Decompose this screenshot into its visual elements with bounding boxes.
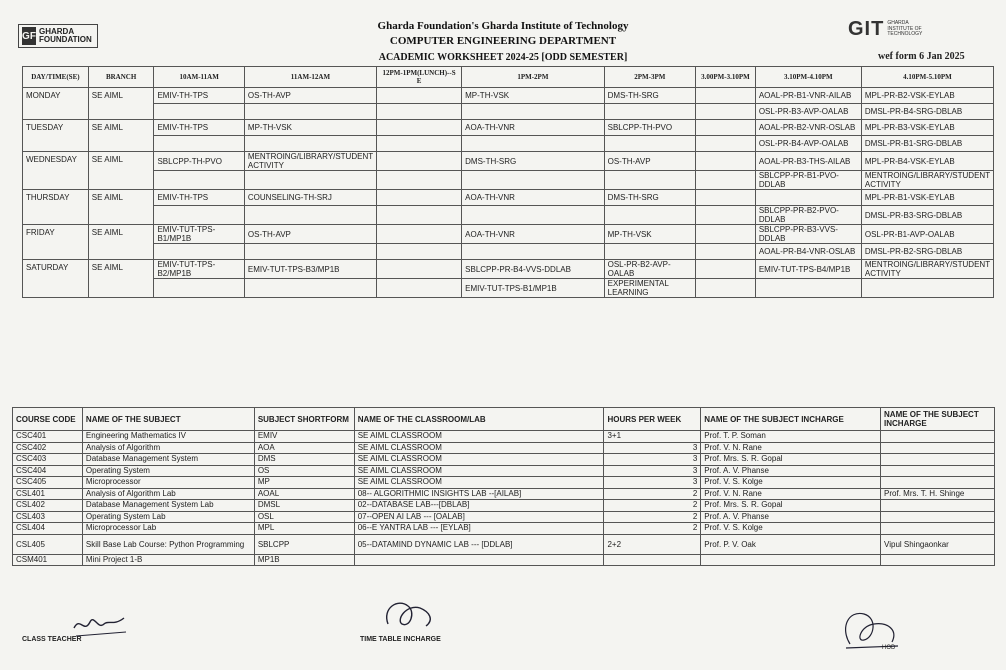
timetable-cell: SBLCPP-PR-B2-PVO-DDLAB [755,206,861,225]
timetable-row [23,120,994,136]
timetable-col-header: 10AM-11AM [154,67,244,88]
timetable-cell: AOAL-PR-B2-VNR-OSLAB [755,120,861,136]
timetable-cell [376,152,461,171]
course-cell: Prof. V. N. Rane [701,488,881,500]
timetable-cell [376,136,461,152]
timetable-cell [376,120,461,136]
course-cell: SE AIML CLASSROOM [354,442,604,454]
course-cell: Analysis of Algorithm Lab [82,488,254,500]
timetable-cell: DMS-TH-SRG [604,190,695,206]
timetable-cell [154,136,244,152]
timetable-col-header: 2PM-3PM [604,67,695,88]
timetable-cell [244,136,376,152]
logo-left-line1: GHARDA [39,27,75,36]
branch-cell: SE AIML [88,120,154,152]
course-cell: Analysis of Algorithm [82,442,254,454]
timetable-row [23,190,994,206]
course-cell: CSC402 [13,442,83,454]
timetable-cell: EMIV-TUT-TPS-B3/MP1B [244,260,376,279]
timetable-col-header: 3.00PM-3.10PM [696,67,756,88]
timetable-row [23,260,994,279]
course-cell: 3 [604,442,701,454]
timetable-cell [696,104,756,120]
course-cell [881,431,995,443]
timetable-cell [154,206,244,225]
timetable-row [23,136,994,152]
timetable-cell [376,104,461,120]
timetable-row [23,88,994,104]
timetable-col-header: 11AM-12AM [244,67,376,88]
course-col-header: NAME OF THE SUBJECT INCHARGE [701,408,881,431]
logo-left-line2: FOUNDATION [39,35,92,44]
course-cell: MP1B [254,554,354,566]
course-cell: 3 [604,465,701,477]
timetable-cell: MP-TH-VSK [244,120,376,136]
branch-cell: SE AIML [88,225,154,260]
branch-cell: SE AIML [88,260,154,298]
timetable-cell [244,244,376,260]
git-logo [848,18,922,41]
course-cell: CSL404 [13,523,83,535]
branch-cell: SE AIML [88,88,154,120]
timetable-col-header: 1PM-2PM [462,67,604,88]
timetable-cell: OS-TH-AVP [244,225,376,244]
course-cell: Microprocessor Lab [82,523,254,535]
course-cell: Mini Project 1-B [82,554,254,566]
course-cell [354,554,604,566]
course-cell: Prof. V. S. Kolge [701,477,881,489]
day-cell: THURSDAY [23,190,89,225]
timetable-cell: EXPERIMENTAL LEARNING [604,279,695,298]
institute-title: Gharda Foundation's Gharda Institute of Technology [377,20,629,32]
timetable-cell [696,120,756,136]
timetable-cell [696,225,756,244]
course-cell: OS [254,465,354,477]
git-logo-sub2: INSTITUTE OF [887,25,922,32]
timetable-incharge-signature [380,594,440,636]
department-title: COMPUTER ENGINEERING DEPARTMENT [389,35,617,47]
timetable-cell: COUNSELING-TH-SRJ [244,190,376,206]
timetable-row [23,244,994,260]
course-cell: Microprocessor [82,477,254,489]
course-cell: Prof. Mrs. T. H. Shinge [881,488,995,500]
timetable-cell: SBLCPP-PR-B4-VVS-DDLAB [462,260,604,279]
timetable-cell: DMS-TH-SRG [604,88,695,104]
course-cell: Prof. P. V. Oak [701,534,881,554]
timetable-cell: DMSL-PR-B3-SRG-DBLAB [861,206,993,225]
timetable-cell: AOA-TH-VNR [462,190,604,206]
timetable-cell: DMSL-PR-B4-SRG-DBLAB [861,104,993,120]
course-cell: AOAL [254,488,354,500]
timetable-cell: MPL-PR-B4-VSK-EYLAB [861,152,993,171]
timetable-cell: EMIV-TUT-TPS-B1/MP1B [154,225,244,244]
day-cell: WEDNESDAY [23,152,89,190]
course-cell: CSL405 [13,534,83,554]
day-cell: SATURDAY [23,260,89,298]
course-col-header: NAME OF THE SUBJECT INCHARGE [881,408,995,431]
hod-signature [838,604,908,654]
course-cell: MP [254,477,354,489]
timetable-col-header: 3.10PM-4.10PM [755,67,861,88]
day-cell: TUESDAY [23,120,89,152]
timetable-row [23,206,994,225]
timetable-cell [696,152,756,171]
timetable [22,66,994,298]
course-row [13,511,995,523]
timetable-cell [376,244,461,260]
git-logo-sub3: TECHNOLOGY [887,31,923,38]
course-cell: Database Management System [82,454,254,466]
course-cell: Prof. A. V. Phanse [701,465,881,477]
course-cell [881,454,995,466]
timetable-cell [154,104,244,120]
course-col-header: HOURS PER WEEK [604,408,701,431]
timetable-cell [462,244,604,260]
course-cell: Prof. V. S. Kolge [701,523,881,535]
timetable-cell [244,206,376,225]
course-cell: EMIV [254,431,354,443]
course-cell [701,554,881,566]
timetable-cell: AOAL-PR-B1-VNR-AILAB [755,88,861,104]
timetable-cell: DMSL-PR-B2-SRG-DBLAB [861,244,993,260]
course-cell: Operating System Lab [82,511,254,523]
course-cell [881,511,995,523]
course-cell: Operating System [82,465,254,477]
course-header-row [13,408,995,431]
course-cell [881,465,995,477]
timetable-cell: EMIV-TH-TPS [154,88,244,104]
timetable-cell [244,171,376,190]
timetable-cell [696,279,756,298]
timetable-cell [376,206,461,225]
course-row [13,431,995,443]
timetable-cell: MENTROING/LIBRARY/STUDENT ACTIVITY [244,152,376,171]
timetable-cell [604,244,695,260]
course-cell: 08-- ALGORITHMIC INSIGHTS LAB --[AILAB] [354,488,604,500]
course-cell: 2 [604,511,701,523]
course-cell: CSL402 [13,500,83,512]
hod-label: HOD [882,645,896,651]
timetable-cell [696,171,756,190]
course-cell: 2 [604,523,701,535]
timetable-cell: SBLCPP-PR-B1-PVO-DDLAB [755,171,861,190]
course-col-header: COURSE CODE [13,408,83,431]
timetable-cell [696,260,756,279]
course-cell: Prof. Mrs. S. R. Gopal [701,500,881,512]
day-cell: FRIDAY [23,225,89,260]
timetable-cell: SBLCPP-PR-B3-VVS-DDLAB [755,225,861,244]
course-col-header: NAME OF THE CLASSROOM/LAB [354,408,604,431]
course-cell: SE AIML CLASSROOM [354,477,604,489]
course-cell: CSC401 [13,431,83,443]
course-cell [881,500,995,512]
timetable-cell [604,206,695,225]
timetable-row [23,225,994,244]
timetable-cell: AOAL-PR-B4-VNR-OSLAB [755,244,861,260]
course-cell: Prof. V. N. Rane [701,442,881,454]
timetable-cell: OSL-PR-B2-AVP-OALAB [604,260,695,279]
course-cell: SBLCPP [254,534,354,554]
worksheet-title: ACADEMIC WORKSHEET 2024-25 [ODD SEMESTER] [378,52,628,63]
wef-date: wef form 6 Jan 2025 [878,51,965,62]
timetable-cell [696,88,756,104]
timetable-cell: OS-TH-AVP [604,152,695,171]
timetable-cell: OS-TH-AVP [244,88,376,104]
course-cell: CSM401 [13,554,83,566]
course-cell: Engineering Mathematics IV [82,431,254,443]
branch-cell: SE AIML [88,152,154,190]
timetable-col-header: 4.10PM-5.10PM [861,67,993,88]
timetable-cell: EMIV-TUT-TPS-B2/MP1B [154,260,244,279]
timetable-cell: MP-TH-VSK [462,88,604,104]
git-logo-sub1: GHARDA [887,20,909,27]
course-cell: 2+2 [604,534,701,554]
gf-logo-icon: GF [22,27,36,45]
course-cell: MPL [254,523,354,535]
timetable-cell: OSL-PR-B4-AVP-OALAB [755,136,861,152]
timetable-cell [462,206,604,225]
course-cell: Prof. A. V. Phanse [701,511,881,523]
timetable-col-header: 12PM-1PM(LUNCH)--S E [376,67,461,88]
course-cell [604,554,701,566]
timetable-cell [604,171,695,190]
course-cell: CSC405 [13,477,83,489]
timetable-cell [154,171,244,190]
timetable-cell [154,244,244,260]
course-cell [881,477,995,489]
course-cell: SE AIML CLASSROOM [354,454,604,466]
timetable-cell: SBLCPP-TH-PVO [154,152,244,171]
timetable-cell [861,279,993,298]
git-logo-text: GIT [848,18,885,40]
timetable-cell: MENTROING/LIBRARY/STUDENT ACTIVITY [861,260,993,279]
timetable-cell: AOA-TH-VNR [462,225,604,244]
course-cell: Vipul Shingaonkar [881,534,995,554]
course-cell [881,523,995,535]
course-cell [881,442,995,454]
course-cell: 2 [604,488,701,500]
timetable-cell [604,136,695,152]
timetable-cell [376,279,461,298]
timetable-cell [462,171,604,190]
timetable-cell: EMIV-TH-TPS [154,190,244,206]
course-cell: CSC404 [13,465,83,477]
timetable-cell: MPL-PR-B2-VSK-EYLAB [861,88,993,104]
timetable-cell [462,104,604,120]
course-cell: 07--OPEN AI LAB --- [OALAB] [354,511,604,523]
course-cell: 06--E YANTRA LAB --- [EYLAB] [354,523,604,535]
timetable-header-row [23,67,994,88]
timetable-col-header: DAY/TIME(SE) [23,67,89,88]
timetable-cell [604,104,695,120]
course-cell: SE AIML CLASSROOM [354,465,604,477]
course-cell: AOA [254,442,354,454]
timetable-row [23,279,994,298]
timetable-cell [154,279,244,298]
course-cell: Prof. T. P. Soman [701,431,881,443]
timetable-cell [696,190,756,206]
timetable-cell [696,206,756,225]
timetable-cell: MP-TH-VSK [604,225,695,244]
course-cell: 3+1 [604,431,701,443]
course-row [13,500,995,512]
timetable-cell [376,260,461,279]
course-row [13,465,995,477]
course-row [13,477,995,489]
course-cell: OSL [254,511,354,523]
course-row [13,454,995,466]
course-cell: Skill Base Lab Course: Python Programming [82,534,254,554]
course-cell: 05--DATAMIND DYNAMIC LAB --- [DDLAB] [354,534,604,554]
course-cell: Prof. Mrs. S. R. Gopal [701,454,881,466]
day-cell: MONDAY [23,88,89,120]
timetable-row [23,104,994,120]
course-cell: Database Management System Lab [82,500,254,512]
timetable-cell: EMIV-TUT-TPS-B1/MP1B [462,279,604,298]
course-cell: SE AIML CLASSROOM [354,431,604,443]
timetable-cell [696,136,756,152]
course-row [13,534,995,554]
class-teacher-label: CLASS TEACHER [22,636,82,643]
timetable-cell: MENTROING/LIBRARY/STUDENT ACTIVITY [861,171,993,190]
timetable-cell [462,136,604,152]
timetable-cell [376,190,461,206]
course-cell: 2 [604,500,701,512]
timetable-cell: AOA-TH-VNR [462,120,604,136]
timetable-cell: MPL-PR-B3-VSK-EYLAB [861,120,993,136]
course-row [13,442,995,454]
course-cell: 02--DATABASE LAB---[DBLAB] [354,500,604,512]
timetable-cell: SBLCPP-TH-PVO [604,120,695,136]
timetable-cell [376,225,461,244]
course-cell: DMSL [254,500,354,512]
timetable-cell [755,190,861,206]
course-cell: 3 [604,477,701,489]
course-col-header: NAME OF THE SUBJECT [82,408,254,431]
timetable-cell [376,88,461,104]
timetable-cell [755,279,861,298]
timetable-cell [376,171,461,190]
course-cell: CSC403 [13,454,83,466]
branch-cell: SE AIML [88,190,154,225]
timetable-cell: EMIV-TH-TPS [154,120,244,136]
course-cell: 3 [604,454,701,466]
course-row [13,523,995,535]
timetable-col-header: BRANCH [88,67,154,88]
timetable-cell: EMIV-TUT-TPS-B4/MP1B [755,260,861,279]
timetable-cell [244,279,376,298]
timetable-cell: AOAL-PR-B3-THS-AILAB [755,152,861,171]
timetable-cell [244,104,376,120]
course-cell: CSL401 [13,488,83,500]
course-cell: CSL403 [13,511,83,523]
timetable-cell [696,244,756,260]
course-col-header: SUBJECT SHORTFORM [254,408,354,431]
timetable-cell: DMSL-PR-B1-SRG-DBLAB [861,136,993,152]
timetable-cell: OSL-PR-B1-AVP-OALAB [861,225,993,244]
course-row [13,554,995,566]
timetable-row [23,152,994,171]
timetable-cell: OSL-PR-B3-AVP-OALAB [755,104,861,120]
course-row [13,488,995,500]
course-cell: DMS [254,454,354,466]
timetable-row [23,171,994,190]
course-table [12,407,995,566]
timetable-incharge-label: TIME TABLE INCHARGE [360,636,441,643]
timetable-cell: DMS-TH-SRG [462,152,604,171]
course-cell [881,554,995,566]
timetable-cell: MPL-PR-B1-VSK-EYLAB [861,190,993,206]
